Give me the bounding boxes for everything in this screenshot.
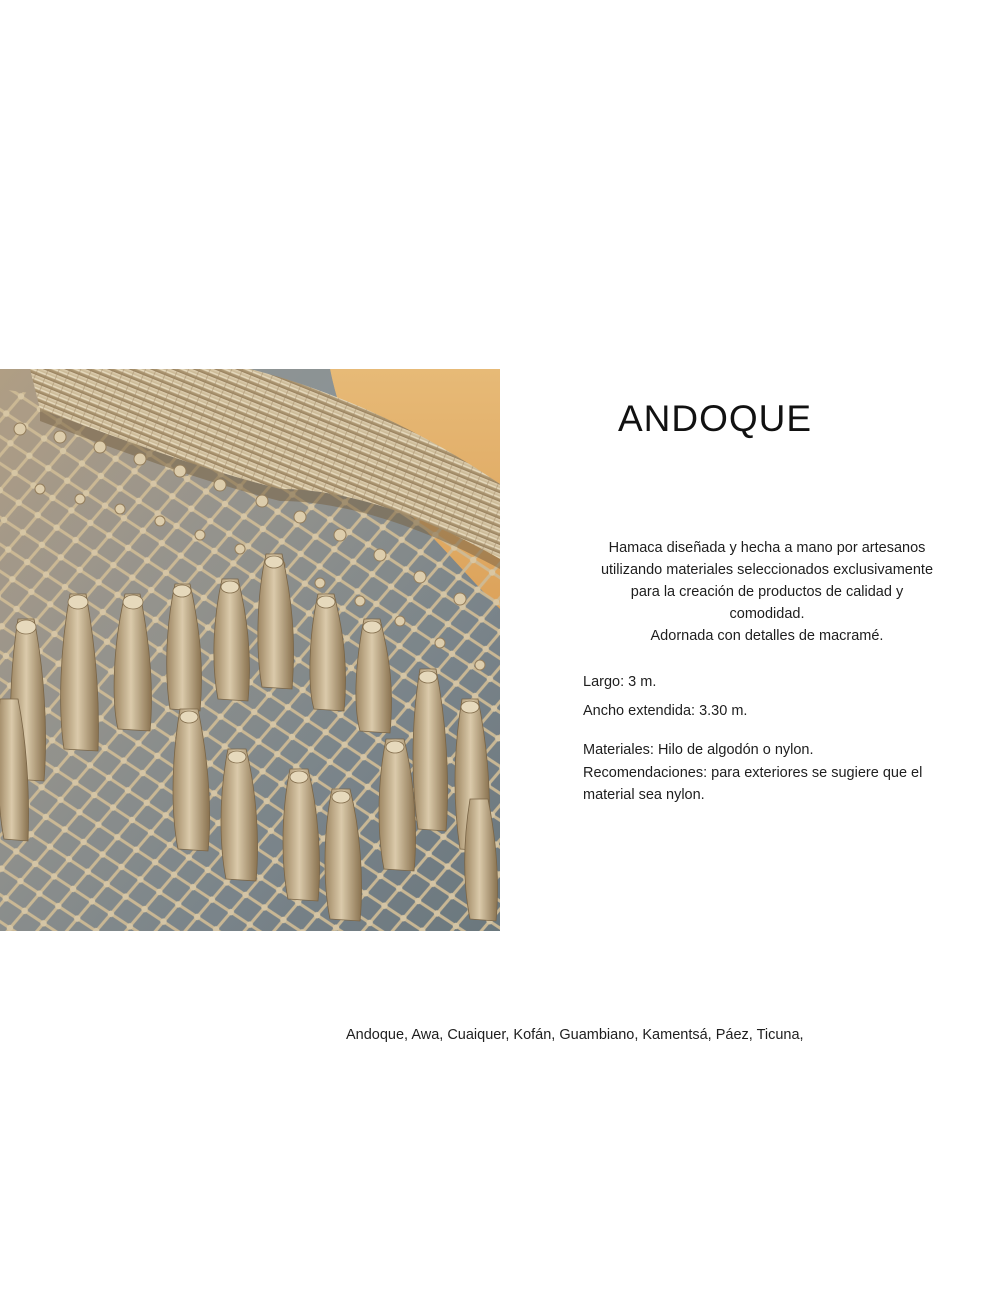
description-paragraph: Hamaca diseñada y hecha a mano por artesanos utilizando materiales seleccionados exclusivamente para la creación de productos de calidad y comodidad. [600, 540, 934, 622]
recommendations-text: Recomendaciones: para exteriores se sugiere que el material sea nylon. [583, 764, 923, 803]
product-title: ANDOQUE [618, 398, 813, 439]
product-description [592, 537, 942, 647]
materials-text: Materiales: Hilo de algodón o nylon. [583, 742, 814, 758]
description-ornament: Adornada con detalles de macramé. [650, 628, 884, 644]
hammock-macrame-image [0, 369, 500, 931]
spec-length: Largo: 3 m. [583, 674, 657, 690]
materials-block [583, 739, 928, 807]
communities-list: Andoque, Awa, Cuaiquer, Kofán, Guambiano, Kamentsá, Páez, Ticuna, [346, 1027, 804, 1043]
spec-width: Ancho extendida: 3.30 m. [583, 703, 748, 719]
product-photo [0, 369, 500, 931]
